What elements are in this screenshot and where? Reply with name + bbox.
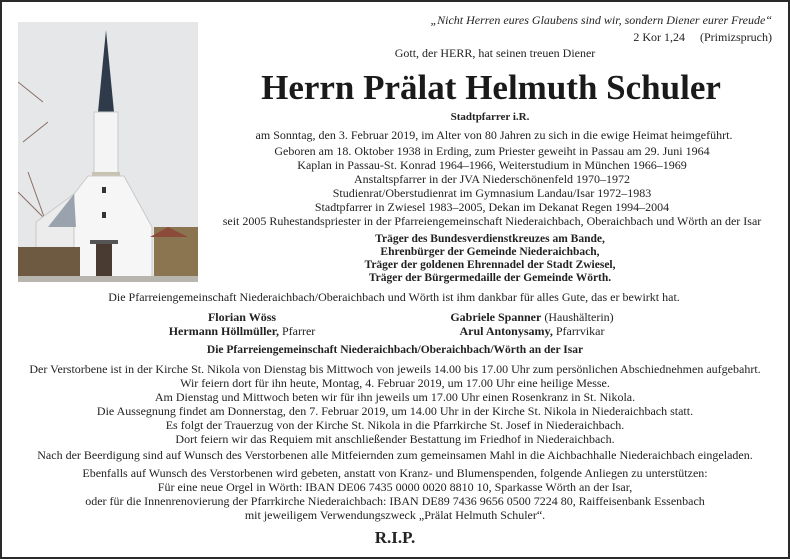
signatory	[450, 311, 613, 324]
bio-line: Geboren am 18. Oktober 1938 in Erding, zum Priester geweiht in Passau am 29. Juni 1964	[274, 144, 710, 158]
meal-notice: Nach der Beerdigung sind auf Wunsch des Verstorbenen alle Mitfeiernden zum gemeinsamen Mahl in die Aichbachhalle Niederaichbach eingeladen.	[37, 448, 753, 462]
epigraph-note: (Primizspruch)	[700, 30, 772, 44]
bio-line: Anstaltspfarrer in der JVA Niederschönenfeld 1970–1972	[353, 172, 631, 186]
bio-line: Studienrat/Oberstudienrat im Gymnasium Landau/Isar 1972–1983	[332, 186, 652, 200]
signatory	[208, 311, 276, 324]
bio-line: seit 2005 Ruhestandspriester in der Pfarreiengemeinschaft Niederaichbach, Oberaichbach und Wörth an der Isar	[222, 214, 762, 228]
service-line: Der Verstorbene ist in der Kirche St. Nikola von Dienstag bis Mittwoch von jeweils 14.00 bis 17.00 Uhr zum persönlichen Abschiednehmen aufgebahrt.	[29, 362, 761, 376]
service-line: Am Dienstag und Mittwoch beten wir für ihn jeweils um 17.00 Uhr einen Rosenkranz in St. Nikola.	[154, 390, 636, 404]
honor-line: Träger der Bürgermedaille der Gemeinde Wörth.	[368, 272, 612, 284]
death-notice: am Sonntag, den 3. Februar 2019, im Alter von 80 Jahren zu sich in die ewige Heimat heimgeführt.	[255, 128, 733, 142]
signatory-name: Hermann Höllmüller,	[168, 324, 279, 338]
signatory-name: Florian Wöss	[207, 310, 277, 324]
epigraph-source	[633, 30, 772, 44]
bio-line: Stadtpfarrer in Zwiesel 1983–2005, Dekan im Dekanat Regen 1994–2004	[314, 200, 670, 214]
service-line: Wir feiern dort für ihn heute, Montag, 4. Februar 2019, um 17.00 Uhr eine heilige Messe.	[180, 376, 610, 390]
parish-signature: Die Pfarreiengemeinschaft Niederaichbach/Oberaichbach/Wörth an der Isar	[206, 344, 584, 356]
deceased-name: Herrn Prälat Helmuth Schuler	[261, 68, 721, 107]
signatory	[169, 325, 316, 338]
service-line: Dort feiern wir das Requiem mit anschließender Bestattung im Friedhof in Niederaichbach.	[175, 432, 615, 446]
gratitude: Die Pfarreiengemeinschaft Niederaichbach/Oberaichbach und Wörth ist ihm dankbar für alles Gute, das er bewirkt hat.	[108, 290, 680, 304]
signatory-name: Gabriele Spanner	[450, 310, 542, 324]
signatory-title: Pfarrvikar	[552, 324, 605, 338]
donation-line: oder für die Innenrenovierung der Pfarrkirche Niederaichbach: IBAN DE89 7436 9656 0500 7224 80, Raiffeisenbank Essenbach	[85, 494, 705, 508]
epigraph-quote: „Nicht Herren eures Glaubens sind wir, sondern Diener eurer Freude“	[430, 13, 772, 27]
intro: Gott, der HERR, hat seinen treuen Diener	[394, 46, 596, 60]
signatory-name: Arul Antonysamy,	[459, 324, 553, 338]
service-line: Die Aussegnung findet am Donnerstag, den 7. Februar 2019, um 14.00 Uhr in der Kirche St. Nikola in Niederaichbach statt.	[96, 404, 694, 418]
honor-line: Ehrenbürger der Gemeinde Niederaichbach,	[380, 246, 600, 258]
signatory	[459, 325, 604, 338]
bio-line: Kaplan in Passau-St. Konrad 1964–1966, Weiterstudium in München 1966–1969	[297, 158, 687, 172]
service-line: Es folgt der Trauerzug von der Kirche St. Nikola in die Pfarrkirche St. Josef in Niederaichbach.	[165, 418, 625, 432]
deceased-role: Stadtpfarrer i.R.	[450, 111, 530, 123]
donation-line: Ebenfalls auf Wunsch des Verstorbenen wird gebeten, anstatt von Kranz- und Blumenspenden, folgende Anliegen zu unterstützen:	[82, 466, 708, 480]
closing-rip: R.I.P.	[374, 528, 416, 547]
epigraph-reference: 2 Kor 1,24	[633, 30, 686, 44]
signatory-title: Pfarrer	[278, 324, 316, 338]
donation-line: Für eine neue Orgel in Wörth: IBAN DE06 7435 0000 0020 8810 10, Sparkasse Wörth an der Isar,	[157, 480, 633, 494]
honor-line: Träger der goldenen Ehrennadel der Stadt Zwiesel,	[364, 259, 616, 271]
honor-line: Träger des Bundesverdienstkreuzes am Bande,	[375, 233, 605, 245]
signatory-title: (Haushälterin)	[541, 310, 614, 324]
church-photo	[18, 22, 198, 282]
donation-line: mit jeweiligem Verwendungszweck „Prälat Helmuth Schuler“.	[244, 508, 546, 522]
